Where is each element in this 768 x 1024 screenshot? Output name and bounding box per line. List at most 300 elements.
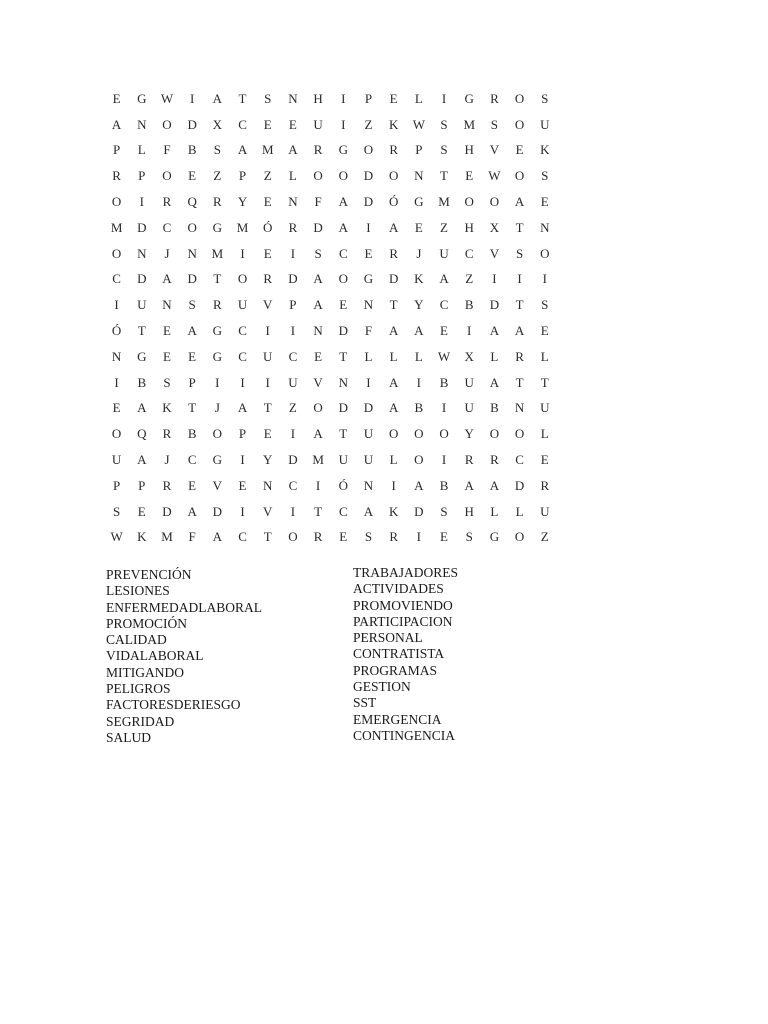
grid-letter: V xyxy=(263,503,273,519)
grid-letter: E xyxy=(188,348,197,364)
grid-letter: I xyxy=(215,374,220,390)
grid-letter: P xyxy=(188,374,196,390)
grid-letter: E xyxy=(515,142,524,158)
grid-letter: R xyxy=(464,452,474,468)
grid-letter: U xyxy=(540,400,550,416)
grid-letter: T xyxy=(515,374,524,390)
grid-letter: O xyxy=(212,426,223,442)
grid-letter: U xyxy=(540,503,550,519)
grid-row xyxy=(104,344,558,370)
grid-letter: K xyxy=(414,271,424,287)
grid-letter: O xyxy=(514,168,525,184)
grid-letter: T xyxy=(263,529,272,545)
grid-letter: A xyxy=(388,374,399,390)
grid-letter: F xyxy=(364,323,373,339)
grid-letter: Ó xyxy=(338,477,348,493)
grid-letter: Ó xyxy=(111,323,122,339)
grid-letter: O xyxy=(313,168,323,184)
grid-letter: I xyxy=(366,219,371,235)
grid-letter: Z xyxy=(440,219,448,235)
grid-letter: O xyxy=(489,426,500,442)
grid-letter: Z xyxy=(465,271,474,287)
grid-letter: H xyxy=(313,90,323,106)
grid-letter: O xyxy=(162,168,172,184)
grid-letter: S xyxy=(541,168,549,184)
grid-letter: Y xyxy=(464,426,474,442)
grid-letter: S xyxy=(541,90,549,106)
grid-letter: N xyxy=(288,90,298,106)
grid-letter: R xyxy=(288,219,298,235)
word-list-item: PROMOCIÓN xyxy=(106,615,188,631)
grid-letter: L xyxy=(515,503,524,519)
grid-letter: Z xyxy=(263,168,272,184)
grid-letter: T xyxy=(314,503,323,519)
grid-letter: D xyxy=(363,400,374,416)
grid-letter: Q xyxy=(137,426,147,442)
grid-letter: N xyxy=(288,194,298,210)
grid-letter: O xyxy=(288,529,298,545)
grid-letter: E xyxy=(288,116,297,132)
word-list-item: PARTICIPACION xyxy=(353,613,453,629)
grid-letter: U xyxy=(338,452,348,468)
grid-letter: G xyxy=(212,452,223,468)
grid-row xyxy=(104,370,558,396)
grid-letter: S xyxy=(465,529,473,545)
grid-row xyxy=(104,138,558,164)
grid-letter: C xyxy=(187,452,197,468)
grid-letter: A xyxy=(338,219,348,235)
grid-letter: D xyxy=(338,323,348,339)
grid-letter: P xyxy=(364,90,373,106)
grid-letter: U xyxy=(288,374,298,390)
grid-letter: I xyxy=(114,297,119,313)
grid-letter: I xyxy=(441,90,447,106)
word-list-right xyxy=(353,565,458,744)
grid-letter: C xyxy=(238,116,247,132)
grid-letter: D xyxy=(187,116,197,132)
grid-letter: W xyxy=(488,168,501,184)
grid-letter: T xyxy=(389,297,398,313)
grid-letter: K xyxy=(540,142,550,158)
grid-letter: T xyxy=(515,297,524,313)
grid-letter: M xyxy=(236,219,249,235)
grid-letter: E xyxy=(137,503,146,519)
grid-letter: E xyxy=(414,219,423,235)
grid-letter: N xyxy=(263,477,273,493)
grid-letter: L xyxy=(364,348,373,364)
grid-letter: X xyxy=(212,116,223,132)
grid-letter: M xyxy=(161,529,173,545)
grid-letter: S xyxy=(314,245,322,261)
grid-letter: Z xyxy=(213,168,222,184)
grid-letter: C xyxy=(439,297,449,313)
grid-letter: I xyxy=(290,426,296,442)
grid-letter: V xyxy=(313,374,323,390)
grid-letter: C xyxy=(288,477,298,493)
grid-letter: E xyxy=(238,477,247,493)
grid-letter: N xyxy=(540,219,550,235)
grid-letter: R xyxy=(389,245,398,261)
grid-letter: D xyxy=(313,219,323,235)
word-list-item: ENFERMEDADLABORAL xyxy=(106,599,263,615)
grid-letter: I xyxy=(240,374,245,390)
grid-letter: E xyxy=(162,323,171,339)
grid-letter: M xyxy=(211,245,224,261)
grid-letter: O xyxy=(111,245,122,261)
grid-letter: I xyxy=(441,400,447,416)
word-list-item: PREVENCIÓN xyxy=(106,567,192,582)
grid-letter: I xyxy=(492,271,497,287)
grid-letter: Z xyxy=(364,116,373,132)
grid-letter: L xyxy=(414,90,423,106)
grid-letter: D xyxy=(288,452,298,468)
grid-letter: D xyxy=(162,503,172,519)
grid-letter: R xyxy=(490,90,499,106)
grid-letter: O xyxy=(388,168,399,184)
grid-letter: D xyxy=(187,271,197,287)
grid-letter: A xyxy=(313,297,323,313)
grid-letter: L xyxy=(540,348,549,364)
grid-letter: A xyxy=(514,194,525,210)
grid-letter: I xyxy=(265,374,270,390)
grid-letter: O xyxy=(489,194,500,210)
grid-letter: U xyxy=(464,400,474,416)
grid-row xyxy=(104,318,558,344)
grid-letter: T xyxy=(339,348,348,364)
grid-letter: C xyxy=(238,348,247,364)
word-list-item: TRABAJADORES xyxy=(353,565,459,580)
grid-letter: J xyxy=(416,245,422,261)
grid-letter: S xyxy=(440,116,448,132)
word-list-item: SEGRIDAD xyxy=(106,713,175,729)
grid-row xyxy=(104,189,558,215)
grid-letter: A xyxy=(414,477,424,493)
grid-letter: D xyxy=(288,271,298,287)
grid-letter: R xyxy=(490,452,499,468)
grid-letter: A xyxy=(187,503,197,519)
grid-letter: O xyxy=(414,452,424,468)
grid-letter: I xyxy=(290,323,296,339)
grid-letter: Ó xyxy=(388,194,399,210)
grid-letter: I xyxy=(416,374,422,390)
grid-letter: E xyxy=(540,452,549,468)
grid-letter: N xyxy=(162,297,172,313)
grid-letter: D xyxy=(338,400,348,416)
grid-letter: Y xyxy=(263,452,273,468)
grid-letter: O xyxy=(439,426,449,442)
grid-letter: D xyxy=(137,219,147,235)
grid-letter: C xyxy=(238,323,247,339)
grid-row xyxy=(104,241,558,267)
grid-letter: S xyxy=(541,297,549,313)
grid-letter: M xyxy=(261,142,274,158)
grid-letter: O xyxy=(111,426,122,442)
grid-row xyxy=(104,215,558,241)
grid-letter: S xyxy=(264,90,272,106)
grid-letter: C xyxy=(464,245,474,261)
grid-letter: O xyxy=(162,116,172,132)
grid-letter: P xyxy=(238,168,247,184)
grid-letter: E xyxy=(112,400,121,416)
grid-letter: I xyxy=(416,529,422,545)
grid-letter: P xyxy=(138,477,146,493)
grid-letter: B xyxy=(187,142,197,158)
grid-letter: L xyxy=(288,168,297,184)
grid-letter: E xyxy=(339,529,348,545)
word-list-left xyxy=(106,567,262,746)
word-list-item: SALUD xyxy=(106,729,152,745)
grid-letter: N xyxy=(313,323,323,339)
word-list-item: PELIGROS xyxy=(106,681,171,697)
grid-letter: H xyxy=(464,219,474,235)
grid-letter: O xyxy=(514,426,525,442)
grid-letter: C xyxy=(338,503,348,519)
grid-letter: T xyxy=(238,90,247,106)
grid-letter: S xyxy=(490,116,499,132)
grid-letter: A xyxy=(137,452,147,468)
grid-letter: T xyxy=(440,168,448,184)
word-list-item: MITIGANDO xyxy=(106,664,184,680)
grid-letter: C xyxy=(112,271,121,287)
grid-letter: F xyxy=(314,194,322,210)
grid-letter: J xyxy=(214,400,220,416)
grid-letter: A xyxy=(414,323,424,339)
grid-letter: E xyxy=(263,426,272,442)
grid-letter: E xyxy=(188,168,197,184)
grid-letter: M xyxy=(438,194,450,210)
grid-letter: S xyxy=(364,529,373,545)
grid-letter: K xyxy=(388,503,399,519)
grid-letter: G xyxy=(414,194,424,210)
grid-letter: X xyxy=(489,219,500,235)
grid-row xyxy=(104,292,558,318)
grid-letter: A xyxy=(439,271,449,287)
grid-letter: A xyxy=(313,271,323,287)
grid-letter: G xyxy=(464,90,474,106)
grid-row xyxy=(104,396,558,422)
grid-letter: G xyxy=(489,529,500,545)
grid-letter: A xyxy=(313,426,323,442)
word-list-item: CALIDAD xyxy=(106,632,167,648)
grid-letter: I xyxy=(189,90,195,106)
grid-letter: K xyxy=(388,116,399,132)
grid-letter: R xyxy=(313,142,323,158)
grid-letter: R xyxy=(313,529,323,545)
grid-letter: G xyxy=(212,348,223,364)
grid-letter: I xyxy=(240,245,245,261)
grid-letter: E xyxy=(540,323,549,339)
grid-letter: D xyxy=(388,271,399,287)
grid-letter: E xyxy=(162,348,171,364)
grid-letter: S xyxy=(515,245,524,261)
grid-letter: G xyxy=(137,348,147,364)
grid-letter: M xyxy=(110,219,123,235)
grid-letter: D xyxy=(363,194,374,210)
grid-letter: Z xyxy=(288,400,297,416)
grid-letter: E xyxy=(540,194,549,210)
grid-row xyxy=(104,447,558,473)
grid-letter: P xyxy=(238,426,247,442)
grid-letter: D xyxy=(363,168,374,184)
grid-letter: K xyxy=(137,529,147,545)
grid-letter: N xyxy=(338,374,348,390)
grid-letter: V xyxy=(489,142,500,158)
grid-letter: F xyxy=(163,142,171,158)
grid-letter: O xyxy=(388,426,399,442)
grid-letter: P xyxy=(415,142,423,158)
grid-letter: L xyxy=(389,348,398,364)
grid-letter: I xyxy=(240,452,245,468)
grid-letter: I xyxy=(290,245,296,261)
grid-letter: E xyxy=(263,116,272,132)
grid-letter: K xyxy=(162,400,172,416)
grid-letter: E xyxy=(339,297,348,313)
grid-letter: E xyxy=(440,323,448,339)
grid-letter: R xyxy=(162,477,172,493)
word-list-item: CONTRATISTA xyxy=(353,646,445,662)
grid-letter: B xyxy=(490,400,499,416)
grid-letter: T xyxy=(213,271,222,287)
grid-letter: U xyxy=(137,297,147,313)
word-list-item: EMERGENCIA xyxy=(353,711,442,727)
grid-letter: A xyxy=(489,477,500,493)
grid-letter: S xyxy=(440,142,448,158)
word-list-item: LESIONES xyxy=(106,583,170,599)
grid-letter: U xyxy=(439,245,449,261)
grid-letter: P xyxy=(112,477,121,493)
grid-letter: T xyxy=(339,426,348,442)
grid-letter: U xyxy=(464,374,474,390)
grid-letter: U xyxy=(363,452,374,468)
grid-row xyxy=(104,112,558,138)
grid-letter: D xyxy=(414,503,424,519)
grid-letter: W xyxy=(412,116,425,132)
grid-letter: G xyxy=(212,323,223,339)
grid-letter: A xyxy=(388,400,399,416)
grid-letter: U xyxy=(540,116,550,132)
grid-letter: E xyxy=(263,194,272,210)
grid-letter: I xyxy=(467,323,472,339)
grid-letter: E xyxy=(364,245,373,261)
grid-letter: V xyxy=(263,297,273,313)
grid-row xyxy=(104,473,558,499)
grid-letter: I xyxy=(290,503,296,519)
grid-letter: U xyxy=(263,348,273,364)
grid-row xyxy=(104,86,558,112)
grid-letter: W xyxy=(437,348,451,364)
grid-letter: O xyxy=(313,400,323,416)
grid-letter: A xyxy=(489,374,500,390)
grid-letter: S xyxy=(188,297,196,313)
grid-letter: O xyxy=(338,271,348,287)
grid-letter: T xyxy=(137,323,146,339)
word-list-item: PROGRAMAS xyxy=(353,662,438,678)
grid-letter: I xyxy=(517,271,522,287)
grid-letter: S xyxy=(213,142,221,158)
word-list-item: SST xyxy=(353,695,377,711)
grid-letter: A xyxy=(288,142,298,158)
grid-letter: N xyxy=(363,297,374,313)
grid-letter: I xyxy=(315,477,321,493)
grid-letter: I xyxy=(341,90,346,106)
grid-letter: E xyxy=(263,245,272,261)
grid-letter: I xyxy=(542,271,547,287)
grid-letter: A xyxy=(137,400,147,416)
grid-letter: J xyxy=(164,452,170,468)
grid-letter: G xyxy=(363,271,374,287)
grid-letter: E xyxy=(465,168,474,184)
grid-letter: A xyxy=(363,503,374,519)
grid-letter: I xyxy=(366,374,371,390)
word-list-item: FACTORESDERIESGO xyxy=(106,697,241,713)
grid-letter: N xyxy=(187,245,197,261)
grid-letter: C xyxy=(162,219,172,235)
grid-letter: B xyxy=(137,374,147,390)
grid-letter: A xyxy=(237,400,248,416)
grid-letter: L xyxy=(490,348,499,364)
grid-letter: W xyxy=(110,529,123,545)
grid-letter: D xyxy=(489,297,500,313)
grid-letter: O xyxy=(111,194,122,210)
grid-letter: R xyxy=(263,271,273,287)
grid-letter: X xyxy=(464,348,474,364)
grid-letter: S xyxy=(163,374,171,390)
grid-letter: A xyxy=(212,529,223,545)
grid-letter: G xyxy=(137,90,147,106)
grid-letter: R xyxy=(112,168,121,184)
grid-letter: B xyxy=(439,374,449,390)
word-list-item: PERSONAL xyxy=(353,630,423,646)
grid-letter: V xyxy=(489,245,500,261)
grid-letter: I xyxy=(240,503,245,519)
grid-letter: C xyxy=(288,348,298,364)
grid-letter: A xyxy=(212,90,223,106)
grid-letter: T xyxy=(540,374,549,390)
grid-letter: B xyxy=(414,400,424,416)
grid-letter: C xyxy=(338,245,348,261)
grid-letter: A xyxy=(162,271,172,287)
grid-letter: N xyxy=(363,477,374,493)
grid-letter: N xyxy=(137,245,147,261)
grid-letter: O xyxy=(237,271,248,287)
grid-letter: L xyxy=(414,348,423,364)
grid-row xyxy=(104,163,558,189)
grid-letter: G xyxy=(338,142,348,158)
grid-letter: B xyxy=(439,477,449,493)
grid-letter: D xyxy=(514,477,525,493)
grid-letter: P xyxy=(112,142,121,158)
grid-letter: W xyxy=(160,90,174,106)
word-search-grid xyxy=(104,86,558,550)
grid-letter: Q xyxy=(187,194,197,210)
grid-letter: R xyxy=(540,477,550,493)
grid-letter: D xyxy=(137,271,147,287)
grid-letter: I xyxy=(139,194,144,210)
grid-letter: J xyxy=(164,245,170,261)
grid-letter: N xyxy=(514,400,525,416)
grid-letter: N xyxy=(111,348,122,364)
grid-letter: I xyxy=(391,477,396,493)
word-list-item: PROMOVIENDO xyxy=(353,597,453,613)
grid-row xyxy=(104,421,558,447)
grid-letter: H xyxy=(464,503,474,519)
grid-letter: Y xyxy=(414,297,424,313)
grid-letter: C xyxy=(238,529,247,545)
grid-letter: A xyxy=(388,323,399,339)
grid-letter: R xyxy=(162,426,172,442)
grid-letter: R xyxy=(213,194,222,210)
word-list-item: ACTIVIDADES xyxy=(353,581,444,597)
